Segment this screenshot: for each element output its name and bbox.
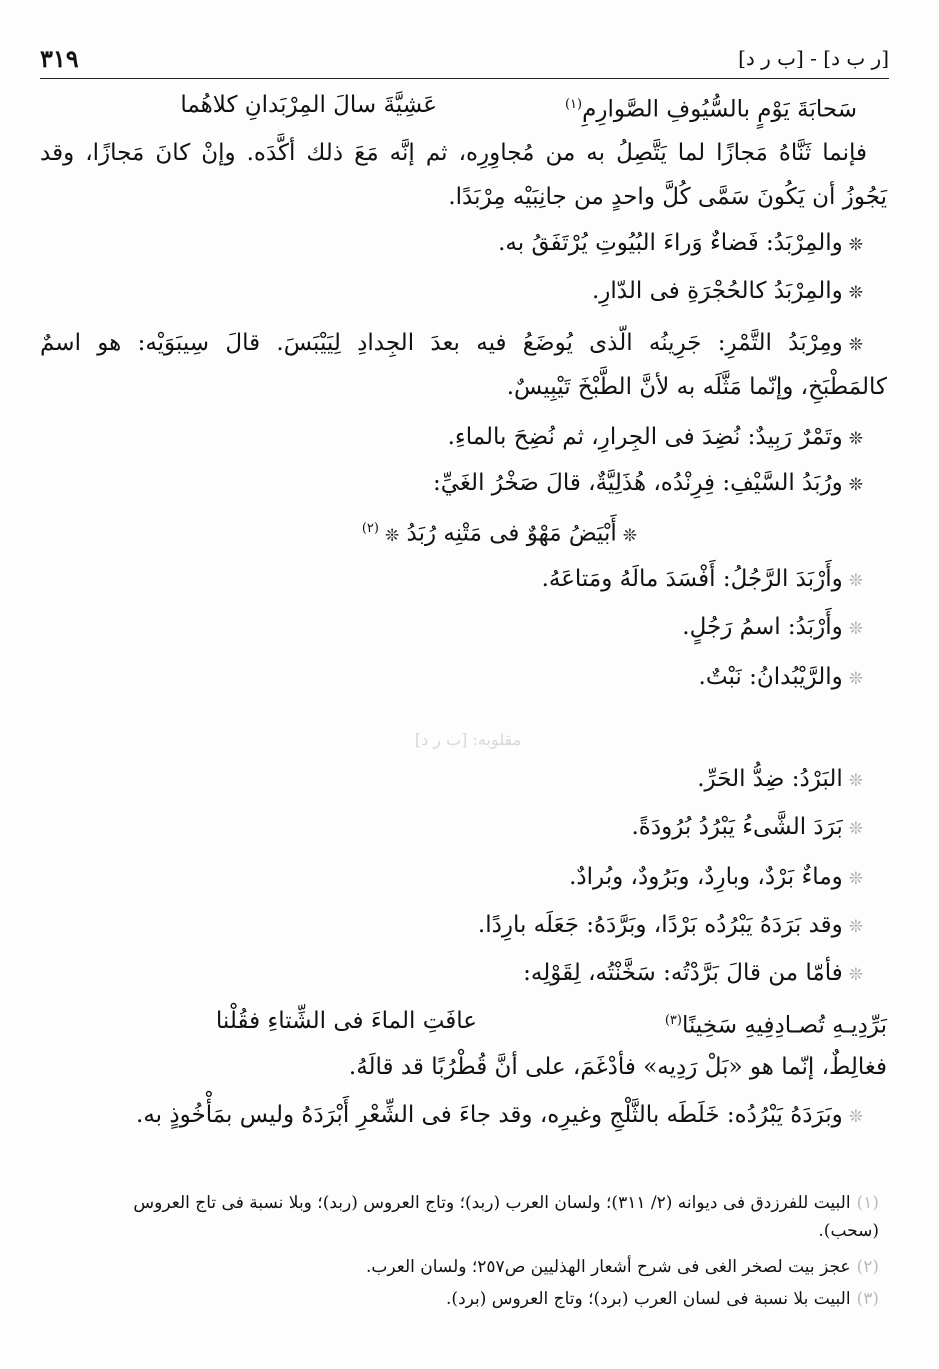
- star-ornament-icon: ❊: [848, 917, 863, 937]
- star-ornament-icon: ❊: [848, 429, 863, 449]
- star-ornament-icon: ❊: [848, 1107, 863, 1127]
- star-ornament-icon: ❊: [848, 965, 863, 985]
- star-ornament-icon: ❊: [848, 619, 863, 639]
- star-ornament-icon: ❊: [622, 525, 637, 546]
- entry-line: ❊والرَّيْبُدانُ: نَبْتٌ.: [698, 664, 863, 690]
- star-ornament-icon: ❊: [384, 525, 400, 546]
- footnote-ref-1: (١): [564, 97, 583, 112]
- section-heading: مقلوبه: [ب ر د]: [414, 730, 522, 749]
- verse1-hemistich-right: عَشِيَّةَ سالَ المِرْبَدانِ كلاهُما: [180, 92, 437, 118]
- text-line: كالمَطْبَخِ، وإنّما مَثَّلَه به لأنَّ الطَّبْخَ تَيْبِيسٌ.: [506, 374, 887, 400]
- entry-line: ❊وقد بَرَدَهُ يَبْرُدُه بَرْدًا، وبَرَّدَهُ: جَعَلَه بارِدًا.: [477, 912, 863, 938]
- entry-line: ❊والمِرْبَدُ: فَضاءٌ وَراءَ البُيُوتِ يُرْتَفَقُ به.: [498, 230, 863, 256]
- entry-line: ❊وبَرَدَهُ يَبْرُدُه: خَلَطَه بالثَّلْجِ وغيرِه، وقد جاءَ فى الشِّعْرِ أَبْرَدَهُ وليس بمَأْخُوذٍ به.: [136, 1102, 863, 1128]
- verse-fragment: ❊أَبْيَضُ مَهْوٌ فى مَتْنِه رُبَدُ ❊$^{(٢)}$: [361, 520, 637, 547]
- entry-line: ❊فأمّا من قالَ بَرَّدْتُه: سَخَّنْتُه، لِقَوْلِه:: [523, 960, 863, 986]
- page-header: [40, 44, 889, 79]
- footnote-ref-2: (٢): [361, 521, 379, 536]
- star-ornament-icon: ❊: [848, 283, 863, 303]
- star-ornament-icon: ❊: [848, 475, 863, 495]
- footnote-1-cont: (سحب).: [818, 1221, 879, 1241]
- text-line: فغالِطٌ، إنّما هو «بَلْ رَدِيه» فأدْغَمَ، على أنَّ قُطْرُبًا قد قالَهُ.: [348, 1054, 887, 1080]
- entry-line: ❊ومِرْبَدُ التَّمْرِ: جَرِينُه الّذى يُوضَعُ فيه بعدَ الجِدادِ لِيَيْبَسَ. قالَ سِيبَوَيْه: هو اسمٌ: [40, 330, 863, 356]
- star-ornament-icon: ❊: [848, 819, 863, 839]
- entry-line: ❊ورُبَدُ السَّيْفِ: فِرِنْدُه، هُذَلِيَّةٌ، قالَ صَخْرُ الغَيِّ:: [433, 470, 863, 496]
- entry-line: ❊وتَمْرٌ رَبِيدٌ: نُضِدَ فى الجِرارِ، ثم نُضِحَ بالماءِ.: [447, 424, 863, 450]
- footnote-3: (٣)البيت بلا نسبة فى لسان العرب (برد)؛ وتاج العروس (برد).: [446, 1289, 879, 1309]
- entry-line: ❊البَرْدُ: ضِدُّ الحَرِّ.: [697, 766, 863, 792]
- entry-line: ❊والمِرْبَدُ كالحُجْرَةِ فى الدّارِ.: [592, 278, 863, 304]
- entry-line: ❊بَرَدَ الشَّىءُ يَبْرُدُ بُرُودَةً.: [631, 814, 863, 840]
- text-line: يَجُوزُ أن يَكُونَ سَمَّى كُلَّ واحدٍ من جانِبَيْه مِرْبَدًا.: [448, 184, 887, 210]
- star-ornament-icon: ❊: [848, 771, 863, 791]
- star-ornament-icon: ❊: [848, 869, 863, 889]
- footnote-2: (٢)عجز بيت لصخر الغى فى شرح أشعار الهذليين ص٢٥٧؛ ولسان العرب.: [365, 1257, 879, 1277]
- running-title: [ر ب د] - [ب ر د]: [738, 46, 889, 70]
- verse1-hemistich-left: سَحابَةَ يَوْمٍ بالسُّيُوفِ الصَّوارِمِ$^{(١)}$: [564, 96, 857, 123]
- star-ornament-icon: ❊: [848, 235, 863, 255]
- text-line: فإنما ثَنَّاهُ مَجازًا لما يَتَّصِلُ به من مُجاوِرِه، ثم إنَّه مَعَ ذلك أكَّدَه. وإنْ كانَ مَجازًا، وقد: [40, 140, 867, 166]
- verse2-hemistich-right: عافَتِ الماءَ فى الشِّتاءِ فقُلْنا: [215, 1008, 477, 1034]
- entry-line: ❊وماءٌ بَرْدٌ، وبارِدٌ، وبَرُودٌ، وبُرادٌ.: [569, 864, 863, 890]
- star-ornament-icon: ❊: [848, 335, 863, 355]
- verse2-hemistich-left: بَرِّدِيـهِ تُصـادِفِيهِ سَخِينًا$^{(٣)}$: [664, 1012, 887, 1039]
- entry-line: ❊وأَرْبَدُ: اسمُ رَجُلٍ.: [682, 614, 863, 640]
- entry-line: ❊وأَرْبَدَ الرَّجُلُ: أَفْسَدَ مالَهُ ومَتاعَهُ.: [541, 566, 863, 592]
- footnote-ref-3: (٣): [664, 1013, 682, 1028]
- page-number: ٣١٩: [40, 44, 79, 73]
- star-ornament-icon: ❊: [848, 571, 863, 591]
- footnote-1: (١)البيت للفرزدق فى ديوانه (٢/ ٣١١)؛ ولسان العرب (ربد)؛ وتاج العروس (ربد)؛ وبلا نسبة فى تاج العروس: [133, 1193, 879, 1213]
- star-ornament-icon: ❊: [848, 669, 863, 689]
